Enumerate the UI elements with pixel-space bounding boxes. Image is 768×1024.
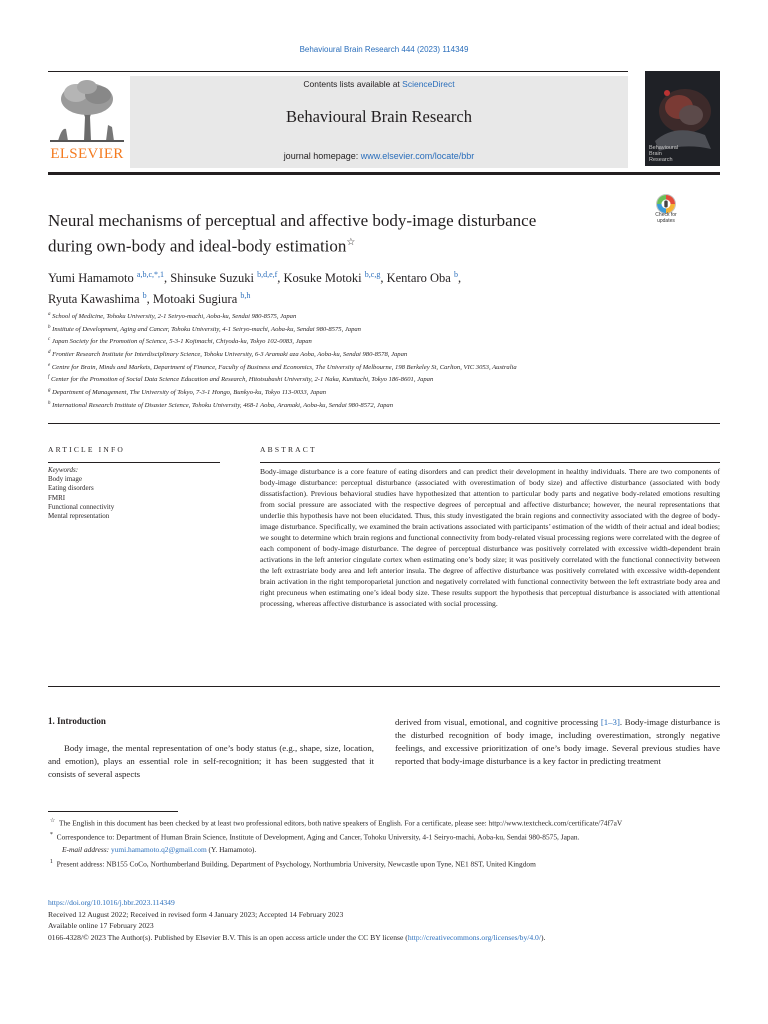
- affiliation-item: [48, 323, 720, 336]
- affiliation-mark: e: [48, 362, 51, 368]
- masthead-bottom-rule: [48, 172, 720, 175]
- elsevier-wordmark: ELSEVIER: [50, 146, 124, 162]
- affiliation-mark: c: [48, 337, 51, 343]
- affiliation-text: School of Medicine, Tohoku University, 2-1 Seiryo-machi, Aoba-ku, Sendai 980-8575, Japan: [52, 313, 297, 321]
- footnote-star: [48, 815, 720, 829]
- footnote-corr-mark: *: [49, 832, 53, 839]
- article-title-line-1: Neural mechanisms of perceptual and affective body-image disturbance: [48, 211, 537, 230]
- affiliation-list: [48, 310, 720, 412]
- author-affiliation-marks[interactable]: b,h: [240, 291, 251, 301]
- footnote-present-address: [48, 856, 720, 870]
- author-list: Yumi Hamamoto $^{a,b,c,*,1}$, Shinsuke Suzuki $^{b,d,e,f}$, Kosuke Motoki $^{b,c,g}$, Kentaro Oba $^b$, Ryuta Kawashima $^b$, Motoaki Sugiura $^{b,h}$: [48, 270, 462, 307]
- journal-cover[interactable]: [645, 71, 720, 166]
- affiliation-text: Department of Management, The University of Tokyo, 7-3-1 Hongo, Bunkyo-ku, Tokyo 113-0033, Japan: [52, 389, 327, 397]
- affiliation-mark: b: [48, 324, 51, 330]
- affiliation-item: [48, 399, 720, 412]
- author-name: Kentaro Oba: [386, 271, 451, 286]
- title-footnote-mark[interactable]: ☆: [346, 237, 356, 248]
- author-name: Motoaki Sugiura: [152, 292, 238, 307]
- keyword-item: Functional connectivity: [48, 502, 115, 511]
- sciencedirect-link[interactable]: ScienceDirect: [402, 79, 455, 89]
- footnote-correspondence: [48, 829, 720, 843]
- cover-title-line-2: Brain: [649, 151, 662, 157]
- affiliation-text: Institute of Development, Aging and Cancer, Tohoku University, 4-1 Seiryo-machi, Aoba-ku, Sendai 980-8575, Japan: [52, 325, 361, 333]
- author-affiliation-marks[interactable]: b: [142, 291, 147, 301]
- author-name: Yumi Hamamoto: [48, 271, 134, 286]
- abstract-body: Body-image disturbance is a core feature of eating disorders and can predict their development in healthy individuals. There are two components of body-image disturbance: perceptual disturbance (associated with overestimation of body size) and affective disturbance (associated with body dissatisfaction). Previous behavioral studies have hypothesized that attention to particular body parts and negative body-related emotions resulting from social pressure are associated with the respective degrees of perceptual and affective disturbance; however, the neural representations that underlie this hypothesis have not been elucidated. Thus, this study investigated the brain regions and connectivity associated with the degree of body-image disturbance. Specifically, we examined the brain activations associated with participants’ estimation of the width of their actual and ideal bodies; we sought to determine which brain regions and functional connectivity from body-related visual processing regions were correlated with the degree of each component of body-image disturbance. The degree of perceptual disturbance was positively correlated with excessive width-dependent brain activations in the left anterior cingulate cortex when estimating one’s body size; it was positively correlated with the functional connectivity between the left extrastriate body area and left anterior insula. The degree of affective disturbance was positively correlated with excessive width-dependent brain activation in the right temporoparietal junction and negatively correlated with functional connectivity between the left extrastriate body area and right precuneus when estimating one’s ideal body size. These results support the hypothesis that perceptual disturbance is associated with attentional processing, whereas affective disturbance is associated with social processing.: [260, 467, 720, 608]
- affiliation-mark: a: [48, 312, 51, 317]
- license-prefix: 0166-4328/© 2023 The Author(s). Published by Elsevier B.V. This is an open access article under the CC BY license (: [48, 932, 408, 942]
- email-link[interactable]: yumi.hamamoto.q2@gmail.com: [111, 844, 207, 854]
- author-affiliation-marks[interactable]: b: [453, 270, 458, 279]
- received-dates: Received 12 August 2022; Received in revised form 4 January 2023; Accepted 14 February 2023: [48, 909, 344, 919]
- affiliation-text: Frontier Research Institute for Interdisciplinary Science, Tohoku University, 6-3 Aramaki aza Aoba, Aoba-ku, Sendai 980-8578, Japan: [52, 351, 408, 359]
- abstract-heading: ABSTRACT: [260, 445, 317, 454]
- keyword-item: Body image: [48, 475, 83, 484]
- author-name: Ryuta Kawashima: [48, 292, 140, 307]
- doi-link[interactable]: https://doi.org/10.1016/j.bbr.2023.114349: [48, 898, 175, 907]
- affiliation-text: Japan Society for the Promotion of Science, 5-3-1 Kojimachi, Chiyoda-ku, Tokyo 102-0083, Japan: [51, 338, 312, 346]
- check-for-updates-line-1: Check for: [655, 212, 677, 218]
- affiliation-mark: g: [48, 388, 51, 394]
- article-meta: [48, 897, 720, 943]
- author-affiliation-marks[interactable]: b,d,e,f: [257, 270, 278, 279]
- affiliation-item: [48, 310, 720, 323]
- affiliation-text: International Research Institute of Disaster Science, Tohoku University, 468-1 Aoba, Aramaki, Aoba-ku, Sendai 980-8572, Japan: [52, 402, 394, 409]
- homepage-line: [130, 151, 628, 161]
- journal-masthead: [130, 76, 628, 168]
- affiliation-mark: f: [48, 375, 50, 381]
- footnote-present-text: Present address: NB155 CoCo, Northumberland Building, Department of Psychology, Northumbria University, Newcastle upon Tyne, NE1 8ST, United Kingdom: [56, 859, 536, 869]
- affiliation-item: [48, 348, 720, 361]
- elsevier-tree-icon: [48, 77, 126, 143]
- article-info-underline: [48, 462, 220, 463]
- email-label: E-mail address:: [62, 844, 110, 854]
- affiliation-item: [48, 386, 720, 399]
- footnote-star-mark: ☆: [49, 818, 56, 824]
- article-title-line-2-text: during own-body and ideal-body estimation: [48, 236, 347, 256]
- divider: [48, 686, 720, 687]
- footnote-email: [48, 844, 720, 856]
- article-title: [48, 210, 628, 258]
- masthead-top-rule: [48, 71, 628, 72]
- homepage-prefix: journal homepage:: [283, 151, 361, 161]
- author-name: Kosuke Motoki: [283, 271, 362, 286]
- cover-title-line-1: Behavioural: [649, 145, 679, 151]
- keywords-label: Keywords:: [48, 466, 79, 474]
- divider: [48, 423, 720, 424]
- contents-line: [130, 79, 628, 89]
- abstract-underline: [260, 462, 720, 463]
- affiliation-text: Center for the Promotion of Social Data Science Education and Research, Hitotsubashi University, 2-1 Naka, Kunitachi, Tokyo 186-8601, Japan: [51, 376, 434, 384]
- keyword-item: Mental representation: [48, 512, 110, 521]
- intro-paragraph-left: Body image, the mental representation of one’s body status (e.g., shape, size, location, and emotion), plays an essential role in self-recognition; it has been suggested that it consists of several aspects: [48, 743, 374, 779]
- keyword-item: Eating disorders: [48, 484, 94, 493]
- citation-link[interactable]: [1–3]: [600, 717, 620, 727]
- intro-right-text-start: derived from visual, emotional, and cognitive processing: [395, 717, 601, 727]
- article-title-line-2: [48, 232, 628, 258]
- affiliation-item: [48, 373, 720, 386]
- author-name: Shinsuke Suzuki: [170, 271, 254, 286]
- footnote-star-text: The English in this document has been checked by at least two professional editors, both native speakers of English. For a certificate, please see: http://www.textcheck.com/certificate/74f7aV: [58, 818, 623, 828]
- license-suffix: ).: [540, 932, 546, 942]
- homepage-link[interactable]: www.elsevier.com/locate/bbr: [360, 151, 475, 161]
- online-date: Available online 17 February 2023: [48, 921, 154, 930]
- cover-title-line-3: Research: [649, 157, 673, 163]
- intro-right-text-rest: . Body-image disturbance is the disturbed recognition of body image, including overestimation, strongly negative feelings, and excessive prioritization of one’s body image. Several previous studies have reported that body-image disturbance is a key factor in predicting treatment: [395, 717, 721, 766]
- contents-prefix: Contents lists available at: [303, 79, 403, 89]
- journal-reference[interactable]: Behavioural Brain Research 444 (2023) 114349: [299, 45, 469, 54]
- article-info-heading: ARTICLE INFO: [48, 445, 125, 454]
- journal-title: Behavioural Brain Research: [285, 107, 472, 126]
- footnotes: [48, 815, 720, 870]
- intro-paragraph-right: [395, 716, 720, 768]
- affiliation-mark: d: [48, 350, 51, 356]
- affiliation-item: [48, 361, 720, 374]
- cover-title: [649, 145, 678, 163]
- affiliation-item: [48, 335, 720, 348]
- check-for-updates-label: [648, 213, 684, 224]
- license-line: [48, 932, 720, 944]
- footnote-present-mark: 1: [49, 858, 53, 865]
- license-link[interactable]: http://creativecommons.org/licenses/by/4.0/: [407, 932, 541, 942]
- affiliation-mark: h: [48, 400, 51, 406]
- section-heading-introduction: 1. Introduction: [48, 716, 106, 726]
- author-affiliation-marks[interactable]: b,c,g: [364, 270, 381, 279]
- email-suffix: (Y. Hamamoto).: [206, 844, 257, 854]
- elsevier-logo[interactable]: [48, 77, 126, 163]
- affiliation-text: Centre for Brain, Minds and Markets, Department of Finance, Faculty of Business and Economics, The University of Melbourne, 198 Berkeley St, Carlton, VIC 3053, Australia: [51, 363, 517, 371]
- check-for-updates-badge[interactable]: [648, 193, 684, 229]
- keyword-item: FMRI: [48, 493, 66, 502]
- author-affiliation-marks[interactable]: a,b,c,*,1: [136, 270, 164, 279]
- footnote-corr-text: Correspondence to: Department of Human Brain Science, Institute of Development, Aging and Cancer, Tohoku University, 4-1 Seiryo-machi, Aoba-ku, Sendai 980-8575, Japan.: [56, 832, 580, 842]
- keywords-block: [48, 466, 228, 521]
- footnote-rule: [48, 811, 178, 812]
- check-for-updates-line-2: updates: [657, 217, 675, 224]
